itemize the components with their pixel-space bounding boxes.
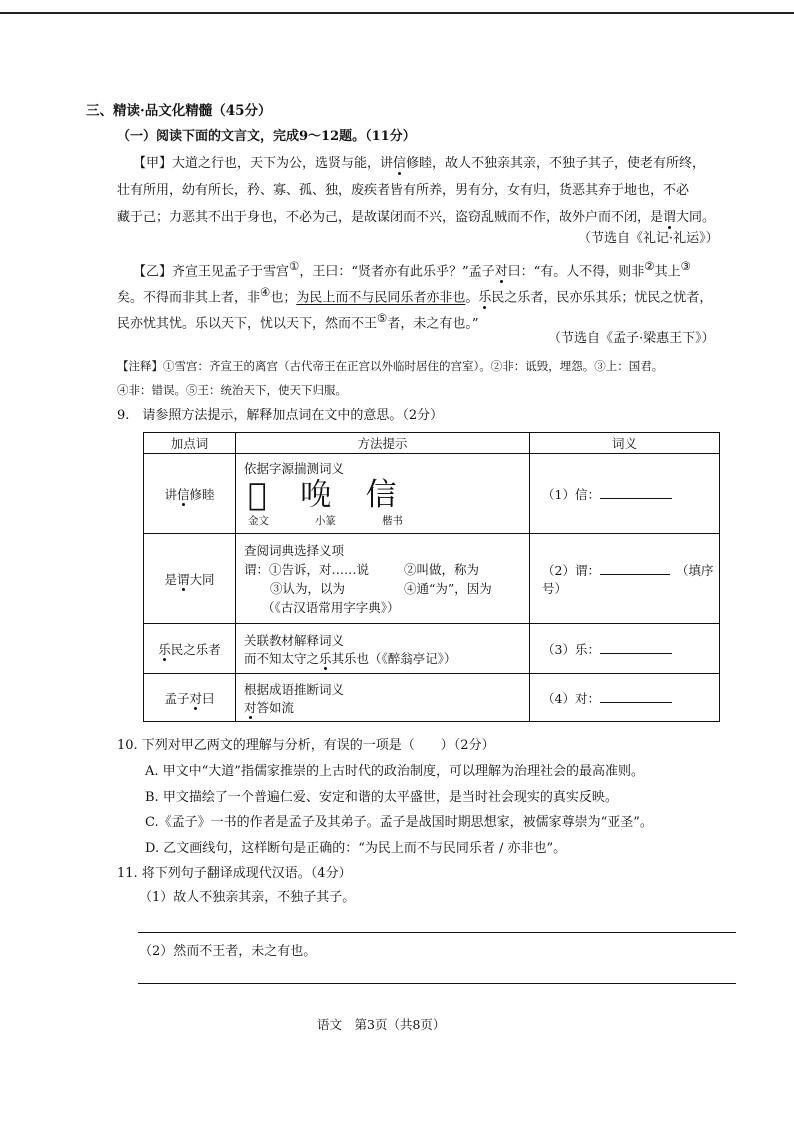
yi-line-1: 【乙】齐宣王见孟子于雪宫①，王曰：“贤者亦有此乐乎？”孟子对曰：“有。人不得，则非②其上③ (133, 259, 691, 280)
header-method: 方法提示 (236, 433, 530, 454)
row3-answer[interactable]: （3）乐： (530, 624, 720, 674)
q10-option-a[interactable]: A. 甲文中“大道”指儒家推崇的上古时代的政治制度，可以理解为治理社会的最高准则。 (145, 764, 644, 779)
q10-option-d[interactable]: D. 乙文画线句，这样断句是正确的：“为民上而不与民同乐者 / 亦非也”。 (145, 841, 567, 856)
underlined-sentence: 为民上而不与民同乐者亦非也 (296, 290, 466, 306)
row4-answer[interactable]: （4）对： (530, 674, 720, 722)
header-meaning: 词义 (530, 433, 720, 454)
q10-option-c[interactable]: C.《孟子》一书的作者是孟子及其弟子。孟子是战国时期思想家，被儒家尊崇为“亚圣”。 (145, 815, 653, 830)
page-footer: 语文 第3页（共8页） (317, 1017, 446, 1032)
row2-word: 是谓大同 (144, 534, 236, 624)
dotted-word-xin: 信 (393, 156, 407, 171)
notes-line-2: ④非：错误。⑤王：统治天下，使天下归服。 (117, 383, 347, 397)
jia-line-2: 壮有所用，幼有所长，矜、寡、孤、独，废疾者皆有所养，男有分，女有归，货恶其弃于地也，不必 (117, 183, 690, 198)
row3-word: 乐民之乐者 (144, 624, 236, 674)
q11-sentence-2: （2）然而不王者，未之有也。 (139, 944, 317, 959)
row4-hint: 根据成语推断词义 对答如流 (236, 674, 530, 722)
jia-line-3: 藏于己；力恶其不出于身也，不必为己，是故谋闭而不兴，盗窃乱贼而不作，故外户而不闭，是谓大同。 (117, 210, 716, 225)
q11-stem: 11. 将下列句子翻译成现代汉语。（4分） (117, 866, 352, 881)
row2-hint: 查阅词典选择义项 谓：①告诉，对……说 ②叫做，称为 ③认为，以为 ④通“为”，因为 （《古汉语常用字字典》） (236, 534, 530, 624)
dotted-word-dui: 对 (494, 264, 508, 280)
yi-source: （节选自《孟子·梁惠王下》） (548, 331, 715, 346)
row1-hint: 依据字源揣测词义 𢖮 𠲶 信 金文 小篆 楷书 (236, 454, 530, 534)
jia-line-1: 【甲】大道之行也，天下为公，选贤与能，讲信修睦，故人不独亲其亲，不独子其子，使老有所终， (133, 156, 706, 171)
q9-table (143, 432, 720, 722)
row1-answer[interactable]: （1）信： (530, 454, 720, 534)
jia-source: （节选自《礼记·礼运》） (578, 231, 719, 246)
glyph-jinwen: 𢖮 (248, 477, 267, 513)
dotted-word-wei: 谓 (663, 210, 677, 225)
yi-line-2: 矣。不得而非其上者，非④也；为民上而不与民同乐者亦非也。乐民之乐者，民亦乐其乐；忧民之忧者， (117, 285, 713, 306)
row1-word: 讲信修睦 (144, 454, 236, 534)
notes-line-1: 【注释】①雪宫：齐宣王的离宫（古代帝王在正宫以外临时居住的宫室）。②非：诋毁，埋怨。③上：国君。 (117, 359, 664, 373)
section-title: 三、精读·品文化精髓（45分） (86, 103, 272, 119)
answer-line-2[interactable] (138, 983, 736, 984)
dotted-word-le: 乐 (478, 290, 492, 306)
q10-stem: 10. 下列对甲乙两文的理解与分析，有误的一项是（ ）（2分） (117, 738, 495, 753)
part-title: （一）阅读下面的文言文，完成9～12题。（11分） (117, 129, 416, 144)
q10-option-b[interactable]: B. 甲文描绘了一个普遍仁爱、安定和谐的太平盛世，是当时社会现实的真实反映。 (145, 790, 618, 805)
row4-word: 孟子对曰 (144, 674, 236, 722)
glyph-kaishu: 信 (365, 477, 397, 513)
top-border-line (0, 12, 794, 14)
row2-answer[interactable]: （2）谓： （填序号） (530, 534, 720, 624)
answer-line-1[interactable] (138, 932, 736, 933)
glyph-xiaozhuan: 𠲶 (300, 477, 332, 513)
q11-sentence-1: （1）故人不独亲其亲，不独子其子。 (139, 890, 356, 905)
row3-hint: 关联教材解释词义 而不知太守之乐其乐也（《醉翁亭记》） (236, 624, 530, 674)
header-word: 加点词 (144, 433, 236, 454)
q9-stem: 9. 请参照方法提示，解释加点词在文中的意思。（2分） (117, 408, 444, 423)
yi-line-3: 民亦忧其忧。乐以天下，忧以天下，然而不王⑤者，未之有也。” (117, 311, 479, 332)
